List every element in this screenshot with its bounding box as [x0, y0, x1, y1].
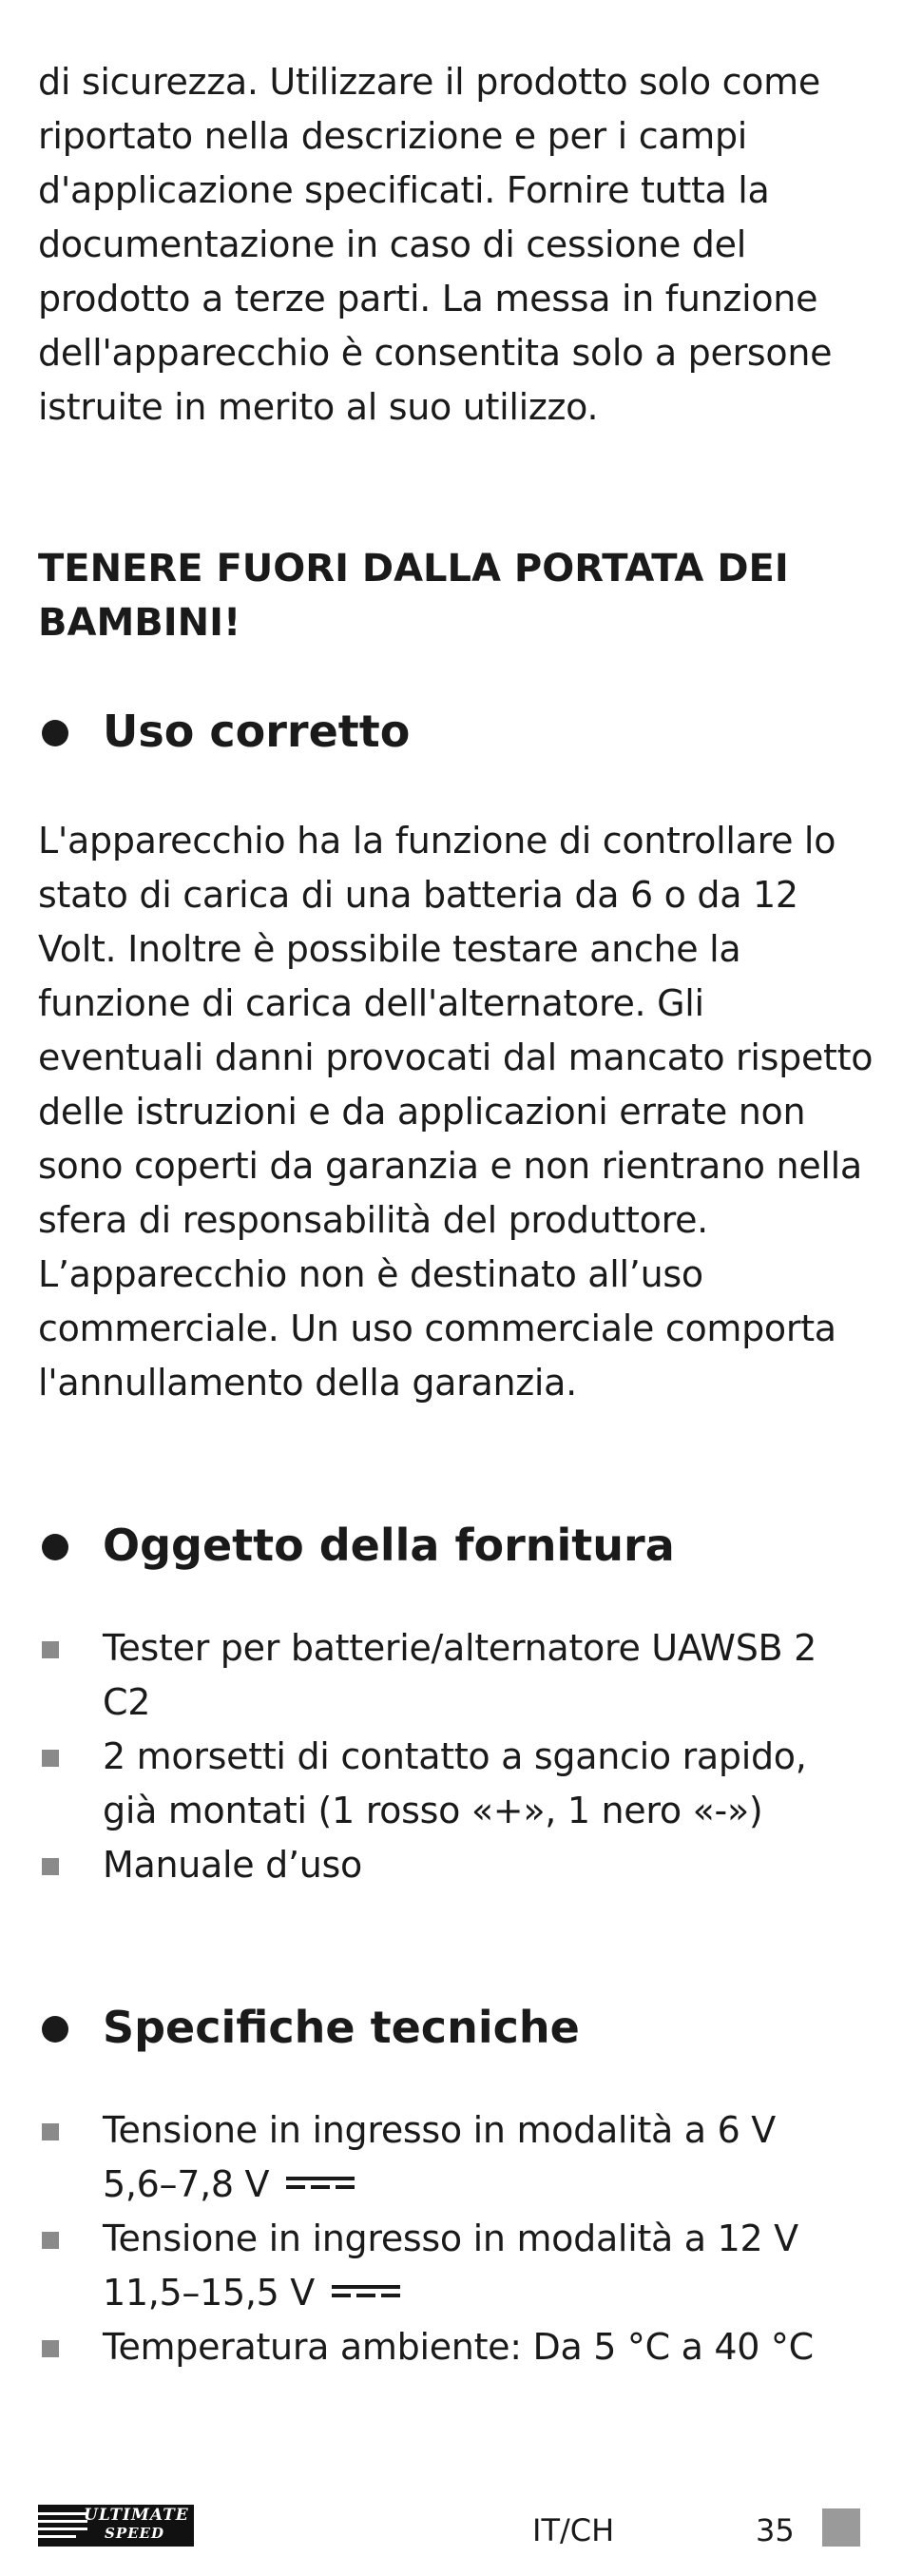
list-item	[38, 2320, 874, 2374]
page-content	[38, 55, 874, 2374]
bullet-dot-icon	[42, 2016, 68, 2043]
section-title: Oggetto della fornitura	[103, 1520, 675, 1571]
spec-value: 5,6–7,8 V	[103, 2163, 270, 2205]
delivery-list	[38, 1621, 874, 1892]
square-bullet-icon	[42, 1858, 59, 1875]
square-bullet-icon	[42, 2340, 59, 2357]
list-item: Manuale d’uso	[38, 1838, 874, 1892]
spec-value: 11,5–15,5 V	[103, 2272, 315, 2314]
square-bullet-icon	[42, 2232, 59, 2249]
brand-logo	[38, 2505, 194, 2547]
square-bullet-icon	[42, 2123, 59, 2140]
page-footer	[0, 2501, 903, 2548]
square-bullet-icon	[42, 1750, 59, 1767]
bullet-dot-icon	[42, 720, 68, 746]
logo-text: ULTIMATE	[84, 2506, 189, 2525]
direct-current-icon	[332, 2285, 400, 2297]
logo-subtext: SPEED	[105, 2525, 164, 2542]
section-heading-intended-use	[38, 703, 874, 760]
spec-label: Tensione in ingresso in modalità a 6 V	[103, 2109, 776, 2151]
spec-label: Tensione in ingresso in modalità a 12 V	[103, 2218, 798, 2259]
list-item	[38, 2212, 874, 2320]
intended-use-paragraph: L'apparecchio ha la funzione di controllare lo stato di carica di una batteria da 6 o da 12 Volt. Inoltre è possibile testare anche la funzione di carica dell'alternatore. Gli eventuali danni provocati dal mancato rispetto delle istruzioni e da applicazioni errate non sono coperti da garanzia e non rientrano nella sfera di responsabilità del produttore. L’apparecchio non è destinato all’uso commerciale. Un uso commerciale comporta l'annullamento della garanzia.	[38, 820, 874, 1404]
section-title: Specifiche tecniche	[103, 2002, 580, 2053]
section-heading-specs	[38, 1999, 874, 2056]
list-item: 2 morsetti di contatto a sgancio rapido, già montati (1 rosso «+», 1 nero «-»)	[38, 1730, 844, 1838]
square-bullet-icon	[42, 1641, 59, 1658]
page-marker-box	[822, 2508, 860, 2547]
language-code: IT/CH	[532, 2512, 615, 2548]
specs-list	[38, 2103, 874, 2374]
list-item	[38, 2103, 874, 2212]
page-number: 35	[756, 2512, 795, 2548]
intro-paragraph: di sicurezza. Utilizzare il prodotto solo come riportato nella descrizione e per i campi d'applicazione specificati. Fornire tutta la documentazione in caso di cessione del prodotto a terze parti. La messa in funzione dell'apparecchio è consentita solo a persone istruite in merito al suo utilizzo.	[38, 61, 833, 428]
spec-label: Temperatura ambiente: Da 5 °C a 40 °C	[103, 2326, 814, 2368]
section-heading-delivery	[38, 1517, 874, 1574]
list-item: Tester per batterie/alternatore UAWSB 2 C2	[38, 1621, 874, 1730]
section-title: Uso corretto	[103, 706, 411, 757]
direct-current-icon	[286, 2177, 355, 2189]
warning-text: TENERE FUORI DALLA PORTATA DEI BAMBINI!	[38, 547, 789, 645]
bullet-dot-icon	[42, 1534, 68, 1560]
